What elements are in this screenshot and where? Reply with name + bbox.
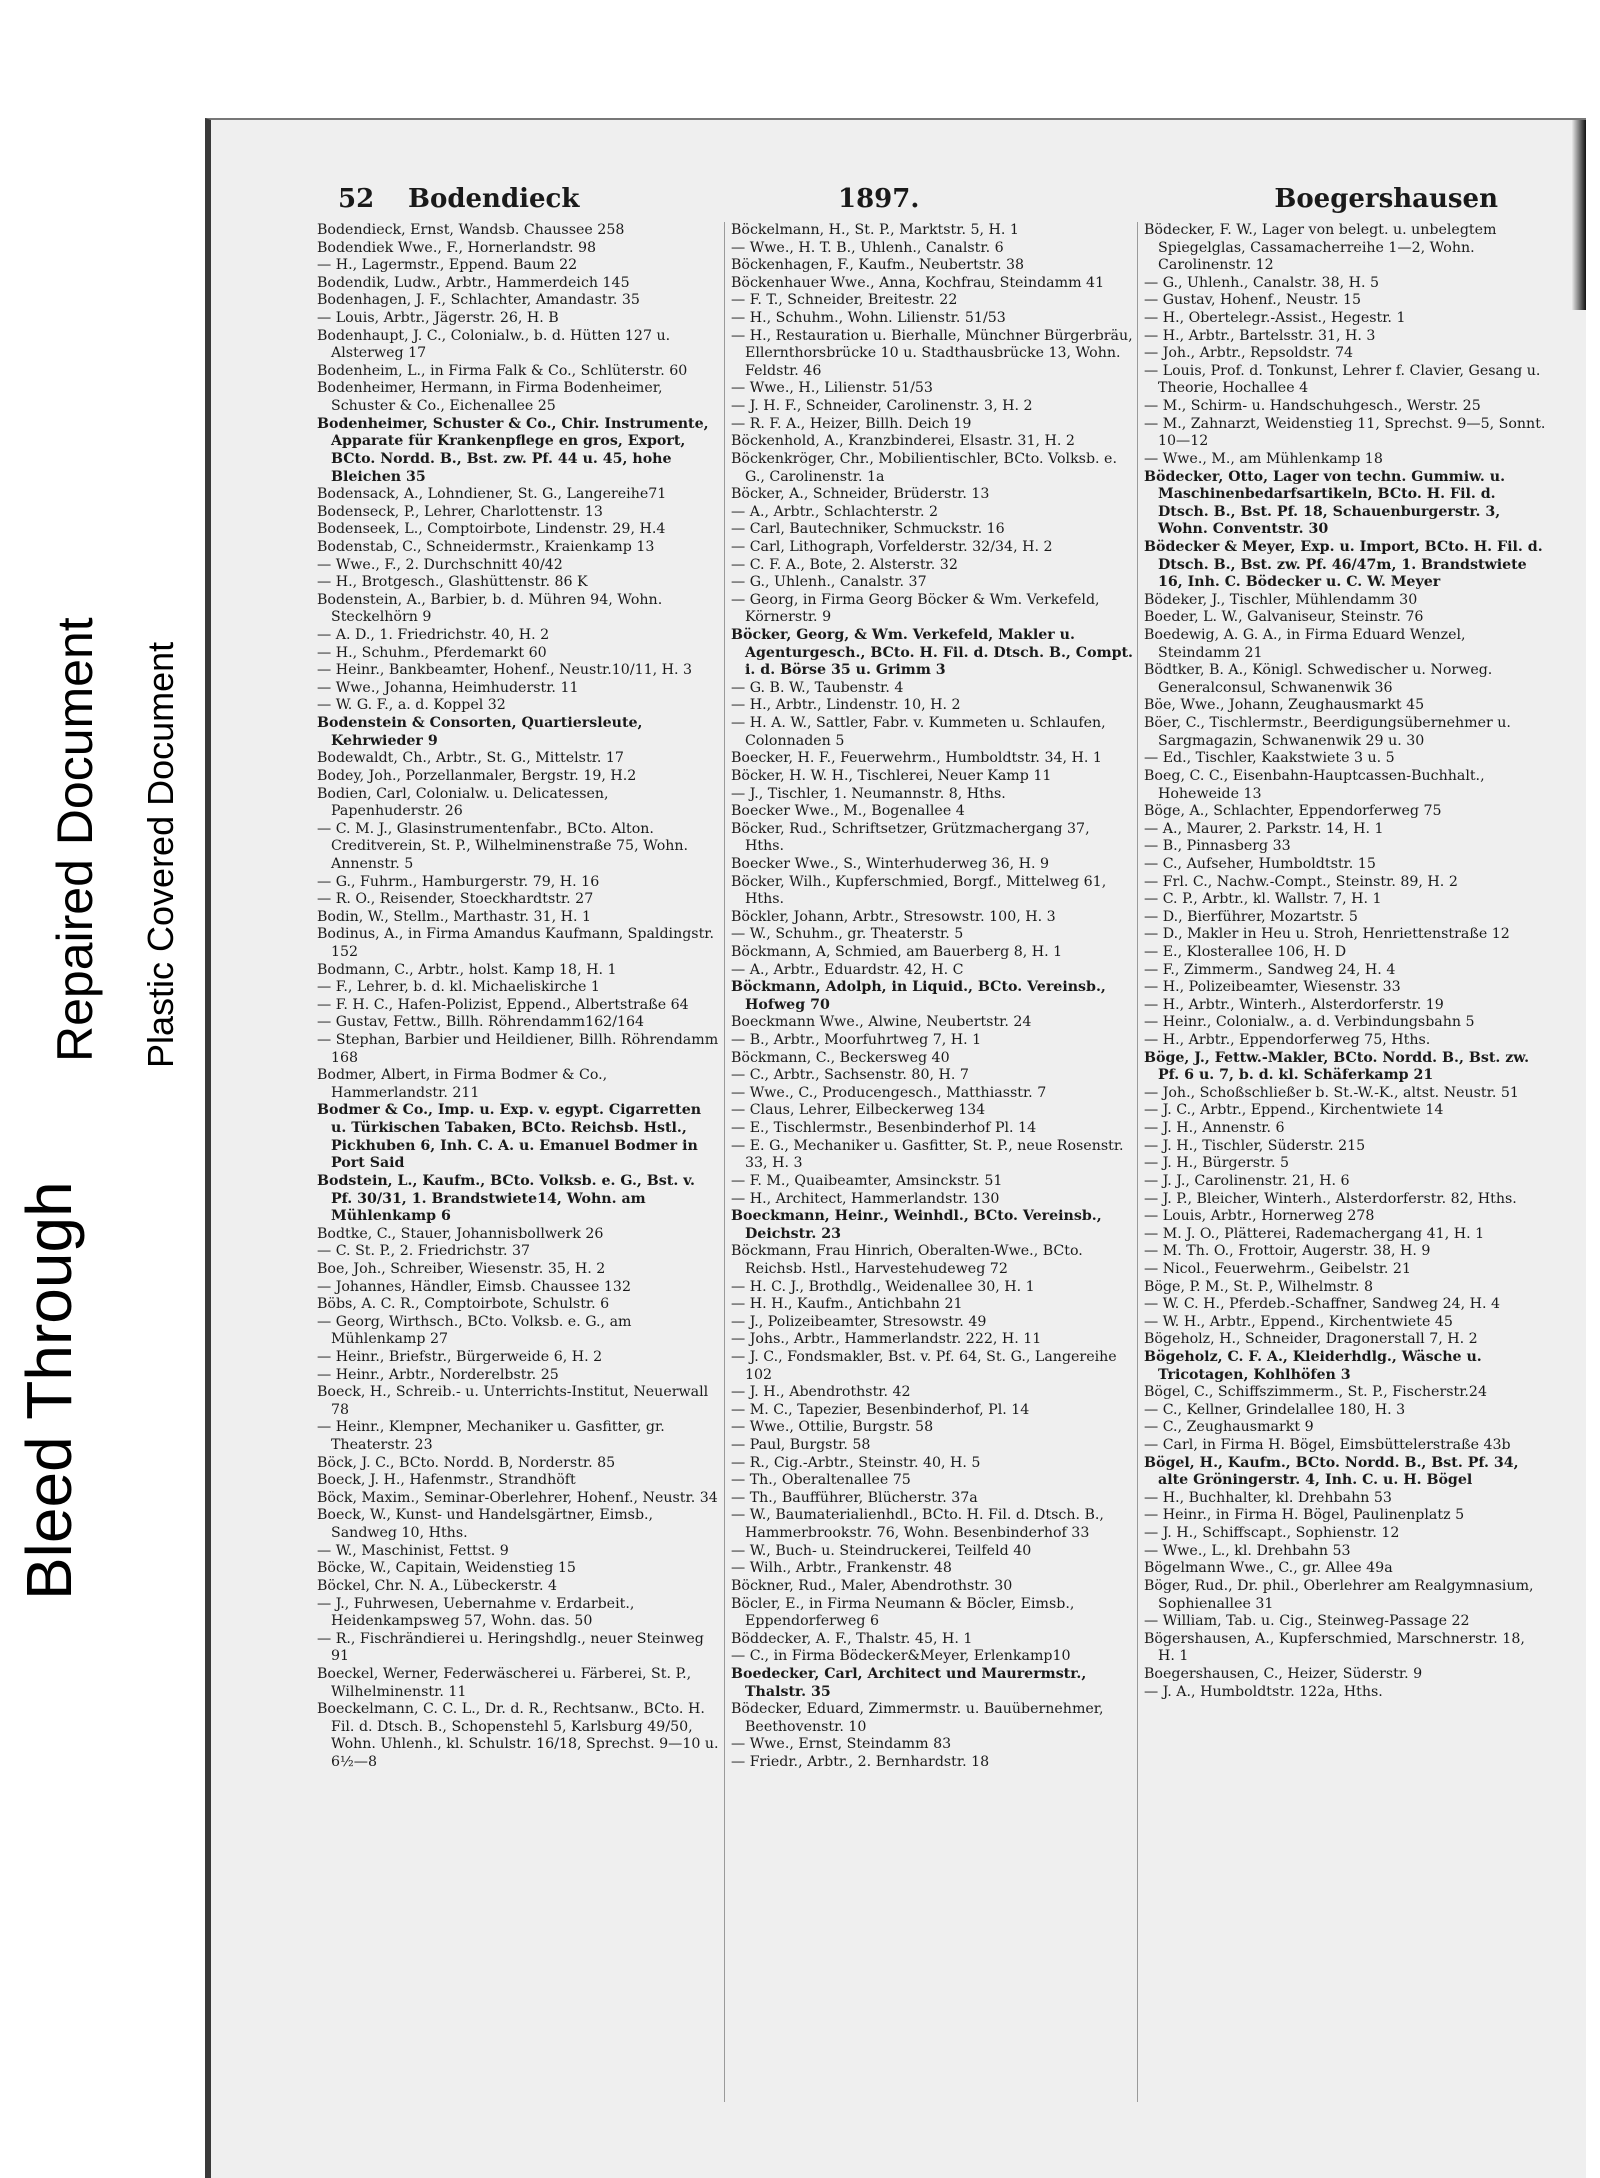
directory-entry: — Wwe., M., am Mühlenkamp 18 [1144,450,1383,467]
directory-entry: — Louis, Arbtr., Hornerweg 278 [1144,1208,1375,1225]
directory-entry: Bögel, C., Schiffszimmerm., St. P., Fischerstr.24 [1144,1384,1487,1401]
directory-entry: — H., Arbtr., Winterh., Alsterdorferstr. 19 [1144,996,1444,1013]
directory-entry: — C. P., Arbtr., kl. Wallstr. 7, H. 1 [1144,891,1382,908]
directory-entry: — R., Fischrändierei u. Heringshdlg., neuer Steinweg 91 [317,1630,704,1665]
directory-entry: Böcler, E., in Firma Neumann & Böcler, Eimsb., Eppendorferweg 6 [731,1595,1075,1630]
page-edge-shadow [1572,120,1586,310]
directory-entry: Bödecker & Meyer, Exp. u. Import, BCto. H. Fil. d. Dtsch. B., Bst. zw. Pf. 46/47m, 1. Brandstwiete 16, Inh. C. Bödecker u. C. W. Meyer [1144,538,1543,591]
directory-entry: Bodenheim, L., in Firma Falk & Co., Schlüterstr. 60 [317,362,688,379]
directory-entry: Bodmer & Co., Imp. u. Exp. v. egypt. Cigarretten u. Türkischen Tabaken, BCto. Reichsb. Hstl., Pickhuben 6, Inh. C. A. u. Emanuel Bodmer in Port Said [317,1102,702,1172]
directory-entry: Böck, J. C., BCto. Nordd. B, Norderstr. 85 [317,1454,616,1471]
header-last-keyword: Boegershausen [1274,184,1498,214]
directory-entry: — Heinr., Klempner, Mechaniker u. Gasfitter, gr. Theaterstr. 23 [317,1419,665,1454]
directory-entry: Bodenhagen, J. F., Schlachter, Amandastr. 35 [317,292,640,309]
directory-entry: — William, Tab. u. Cig., Steinweg-Passage 22 [1144,1613,1470,1630]
directory-entry: — Wwe., H., Lilienstr. 51/53 [731,380,933,397]
directory-entry: Bodenstein, A., Barbier, b. d. Mühren 94, Wohn. Steckelhörn 9 [317,591,663,626]
directory-entry: — R. O., Reisender, Stoeckhardtstr. 27 [317,891,594,908]
directory-entry: — M., Zahnarzt, Weidenstieg 11, Sprechst. 9—5, Sonnt. 10—12 [1144,415,1546,450]
directory-entry: Boecker Wwe., S., Winterhuderweg 36, H. 9 [731,855,1050,872]
directory-entry: Bögershausen, A., Kupferschmied, Marschnerstr. 18, H. 1 [1144,1630,1525,1665]
directory-entry: — H. C. J., Brothdlg., Weidenallee 30, H. 1 [731,1278,1035,1295]
directory-entry: — C., Kellner, Grindelallee 180, H. 3 [1144,1401,1406,1418]
directory-entry: Bödecker, Otto, Lager von techn. Gummiw. u. Maschinenbedarfsartikeln, BCto. H. Fil. d. Dtsch. B., Bst. Pf. 18, Schauenburgerstr. 3, Wohn. Conventstr. 30 [1144,468,1506,538]
directory-entry: — H. A. W., Sattler, Fabr. v. Kummeten u. Schlaufen, Colonnaden 5 [731,715,1106,749]
directory-entry: — Heinr., Colonialw., a. d. Verbindungsbahn 5 [1144,1014,1475,1031]
directory-entry: — E. G., Mechaniker u. Gasfitter, St. P., neue Rosenstr. 33, H. 3 [731,1137,1124,1172]
directory-entry: — Carl, in Firma H. Bögel, Eimsbüttelerstraße 43b [1144,1437,1511,1454]
directory-entry: — Louis, Prof. d. Tonkunst, Lehrer f. Clavier, Gesang u. Theorie, Hochallee 4 [1144,362,1541,397]
directory-entry: Bodmann, C., Arbtr., holst. Kamp 18, H. 1 [317,961,617,978]
directory-entry: — J., Polizeibeamter, Stresowstr. 49 [731,1313,987,1330]
directory-entry: Böer, C., Tischlermstr., Beerdigungsübernehmer u. Sargmagazin, Schwanenwik 29 u. 30 [1144,715,1511,749]
directory-entry: Böcker, H. W. H., Tischlerei, Neuer Kamp 11 [731,767,1052,784]
directory-entry: — M. C., Tapezier, Besenbinderhof, Pl. 14 [731,1401,1030,1418]
directory-entry: — F. H. C., Hafen-Polizist, Eppend., Albertstraße 64 [317,996,689,1013]
directory-entry: — W. H., Arbtr., Eppend., Kirchentwiete 45 [1144,1313,1453,1330]
directory-entry: — C., Arbtr., Sachsenstr. 80, H. 7 [731,1067,969,1084]
directory-entry: Böckenhold, A., Kranzbinderei, Elsastr. 31, H. 2 [731,433,1075,450]
directory-entry: — Th., Baufführer, Blücherstr. 37a [731,1489,978,1506]
directory-entry: Bodewaldt, Ch., Arbtr., St. G., Mittelstr. 17 [317,750,624,767]
directory-entry: — H. H., Kaufm., Antichbahn 21 [731,1296,963,1313]
directory-entry: — J. H., Bürgerstr. 5 [1144,1155,1290,1172]
directory-column-3 [1137,222,1550,2102]
directory-entry: — J. P., Bleicher, Winterh., Alsterdorferstr. 82, Hths. [1144,1190,1517,1207]
directory-entry: — H., Arbtr., Eppendorferweg 75, Hths. [1144,1032,1431,1049]
directory-entry: Böckmann, Adolph, in Liquid., BCto. Vereinsb., Hofweg 70 [731,979,1106,1013]
header-year: 1897. [838,184,920,214]
directory-entry: Böckenhagen, F., Kaufm., Neubertstr. 38 [731,257,1025,274]
directory-page-scan [205,118,1586,2178]
directory-entry: — H., Lagermstr., Eppend. Baum 22 [317,257,578,274]
directory-entry: — C., Zeughausmarkt 9 [1144,1419,1314,1436]
directory-entry: — J. J., Carolinenstr. 21, H. 6 [1144,1172,1350,1189]
directory-entry: — H., Schuhm., Wohn. Lilienstr. 51/53 [731,310,1006,327]
directory-entry: Böckenhauer Wwe., Anna, Kochfrau, Steindamm 41 [731,274,1105,291]
directory-entry: — Heinr., Arbtr., Norderelbstr. 25 [317,1366,559,1383]
directory-entry: Böckmann, A, Schmied, am Bauerberg 8, H. 1 [731,943,1063,960]
directory-entry: — C. M. J., Glasinstrumentenfabr., BCto. Alton. Creditverein, St. P., Wilhelminenstraße 75, Wohn. Annenstr. 5 [317,820,689,872]
directory-entry: — E., Tischlermstr., Besenbinderhof Pl. 14 [731,1120,1037,1137]
directory-entry: — G., Uhlenh., Canalstr. 37 [731,574,927,591]
directory-entry: Bodin, W., Stellm., Marthastr. 31, H. 1 [317,908,592,925]
directory-entry: — J. H. F., Schneider, Carolinenstr. 3, H. 2 [731,398,1033,415]
directory-entry: — J. C., Arbtr., Eppend., Kirchentwiete 14 [1144,1102,1444,1119]
directory-entry: Boecker, H. F., Feuerwehrm., Humboldtstr. 34, H. 1 [731,750,1102,767]
directory-entry: Boedecker, Carl, Architect und Maurermstr., Thalstr. 35 [731,1665,1087,1700]
directory-entry: — Nicol., Feuerwehrm., Geibelstr. 21 [1144,1260,1411,1277]
directory-entry: — Wwe., H. T. B., Uhlenh., Canalstr. 6 [731,239,1004,256]
directory-entry: — D., Makler in Heu u. Stroh, Henriettenstraße 12 [1144,926,1510,943]
directory-entry: Böcker, Rud., Schriftsetzer, Grützmachergang 37, Hths. [731,820,1090,855]
directory-entry: Bodenheimer, Schuster & Co., Chir. Instrumente, Apparate für Krankenpflege en gros, Export, BCto. Nordd. B., Bst. zw. Pf. 44 u. 45, hohe Bleichen 35 [317,415,709,485]
directory-entry: — A., Maurer, 2. Parkstr. 14, H. 1 [1144,820,1384,837]
directory-entry: Bödeker, J., Tischler, Mühlendamm 30 [1144,591,1418,608]
directory-entry: Böddecker, A. F., Thalstr. 45, H. 1 [731,1630,973,1647]
directory-entry: — Wwe., C., Producengesch., Matthiasstr. 7 [731,1084,1047,1101]
directory-entry: — Th., Oberaltenallee 75 [731,1472,911,1489]
directory-entry: — H., Polizeibeamter, Wiesenstr. 33 [1144,979,1401,996]
directory-entry: Boeckmann, Heinr., Weinhdl., BCto. Vereinsb., Deichstr. 23 [731,1208,1102,1242]
bleed-through-label: Bleed Through [13,1181,85,1600]
directory-entry: — Friedr., Arbtr., 2. Bernhardstr. 18 [731,1754,990,1771]
header-first-keyword: Bodendieck [408,184,580,214]
directory-entry: Bögel, H., Kaufm., BCto. Nordd. B., Bst. Pf. 34, alte Gröningerstr. 4, Inh. C. u. H. Bögel [1144,1454,1519,1489]
directory-entry: — F. M., Quaibeamter, Amsinckstr. 51 [731,1172,1003,1189]
directory-entry: Böckmann, Frau Hinrich, Oberalten-Wwe., BCto. Reichsb. Hstl., Harvestehudeweg 72 [731,1243,1083,1277]
directory-entry: — M. J. O., Plätterei, Rademachergang 41, H. 1 [1144,1225,1485,1242]
directory-entry: Böck, Maxim., Seminar-Oberlehrer, Hohenf., Neustr. 34 [317,1489,718,1506]
directory-entry: — C., in Firma Bödecker&Meyer, Erlenkamp10 [731,1648,1071,1665]
directory-entry: Bodenseek, L., Comptoirbote, Lindenstr. 29, H.4 [317,521,666,538]
directory-entry: Bodenseck, P., Lehrer, Charlottenstr. 13 [317,503,603,520]
directory-entry: — C. St. P., 2. Friedrichstr. 37 [317,1243,531,1260]
directory-entry: — E., Klosterallee 106, H. D [1144,943,1347,960]
directory-entry: — A. D., 1. Friedrichstr. 40, H. 2 [317,627,550,644]
directory-entry: — B., Pinnasberg 33 [1144,838,1291,855]
directory-entry: Bögelmann Wwe., C., gr. Allee 49a [1144,1560,1393,1577]
directory-entry: Böckelmann, H., St. P., Marktstr. 5, H. 1 [731,222,1019,238]
directory-entry: — Heinr., in Firma H. Bögel, Paulinenplatz 5 [1144,1507,1465,1524]
directory-entry: Böge, P. M., St. P., Wilhelmstr. 8 [1144,1278,1374,1295]
directory-entry: — H., Obertelegr.-Assist., Hegestr. 1 [1144,310,1406,327]
directory-entry: — H., Schuhm., Pferdemarkt 60 [317,644,547,661]
directory-entry: Bodien, Carl, Colonialw. u. Delicatessen, Papenhuderstr. 26 [317,785,609,820]
directory-entry: Boeckelmann, C. C. L., Dr. d. R., Rechtsanw., BCto. H. Fil. d. Dtsch. B., Schopenstehl 5, Karlsburg 49/50, Wohn. Uhlenh., kl. Schulstr. 16/18, Sprechst. 9—10 u. 6½—8 [317,1701,719,1771]
directory-entry: Boeckmann Wwe., Alwine, Neubertstr. 24 [731,1014,1032,1031]
directory-entry: — Louis, Arbtr., Jägerstr. 26, H. B [317,310,559,327]
directory-entry: — Johs., Arbtr., Hammerlandstr. 222, H. 11 [731,1331,1042,1348]
directory-entry: — R. F. A., Heizer, Billh. Deich 19 [731,415,972,432]
directory-entry: Boeck, W., Kunst- und Handelsgärtner, Eimsb., Sandweg 10, Hths. [317,1507,654,1542]
directory-entry: — H., Buchhalter, kl. Drehbahn 53 [1144,1489,1392,1506]
directory-entry: — J. H., Schiffscapt., Sophienstr. 12 [1144,1525,1400,1542]
directory-entry: — Joh., Schoßschließer b. St.-W.-K., altst. Neustr. 51 [1144,1084,1519,1101]
directory-entry: Boeckel, Werner, Federwäscherei u. Färberei, St. P., Wilhelminenstr. 11 [317,1665,692,1700]
directory-entry: — M., Schirm- u. Handschuhgesch., Werstr. 25 [1144,398,1481,415]
directory-entry: — Georg, Wirthsch., BCto. Volksb. e. G., am Mühlenkamp 27 [317,1313,632,1348]
directory-entry: Böcke, W., Capitain, Weidenstieg 15 [317,1560,576,1577]
directory-entry: — C. F. A., Bote, 2. Alsterstr. 32 [731,556,958,573]
directory-entry: Boegershausen, C., Heizer, Süderstr. 9 [1144,1665,1423,1682]
directory-entry: — W. G. F., a. d. Koppel 32 [317,697,506,714]
directory-entry: — H., Arbtr., Lindenstr. 10, H. 2 [731,697,961,714]
directory-entry: Böge, J., Fettw.-Makler, BCto. Nordd. B., Bst. zw. Pf. 6 u. 7, b. d. kl. Schäferkamp 21 [1144,1049,1530,1084]
directory-entry: — J., Tischler, 1. Neumannstr. 8, Hths. [731,785,1006,802]
directory-entry: Bodensack, A., Lohndiener, St. G., Langereihe71 [317,486,667,503]
directory-entry: — B., Arbtr., Moorfuhrtweg 7, H. 1 [731,1032,982,1049]
directory-entry: — A., Arbtr., Eduardstr. 42, H. C [731,961,964,978]
directory-entry: — F., Zimmerm., Sandweg 24, H. 4 [1144,961,1396,978]
directory-entry: — J., Fuhrwesen, Uebernahme v. Erdarbeit., Heidenkampsweg 57, Wohn. das. 50 [317,1595,635,1630]
directory-entry: Boeck, J. H., Hafenmstr., Strandhöft [317,1472,576,1489]
directory-entry: — Frl. C., Nachw.-Compt., Steinstr. 89, H. 2 [1144,873,1458,890]
directory-entry: Bodenstab, C., Schneidermstr., Kraienkamp 13 [317,538,655,555]
directory-entry: — R., Cig.-Arbtr., Steinstr. 40, H. 5 [731,1454,981,1471]
directory-entry: — Heinr., Bankbeamter, Hohenf., Neustr.10/11, H. 3 [317,662,693,679]
repaired-document-label: Repaired Document [47,617,103,1062]
directory-entry: — Claus, Lehrer, Eilbeckerweg 134 [731,1102,986,1119]
directory-entry: Bodendieck, Ernst, Wandsb. Chaussee 258 [317,222,625,238]
directory-entry: — M. Th. O., Frottoir, Augerstr. 38, H. 9 [1144,1243,1431,1260]
directory-entry: — Wwe., Ernst, Steindamm 83 [731,1736,952,1753]
directory-entry: — J. H., Annenstr. 6 [1144,1120,1285,1137]
directory-entry: Bodinus, A., in Firma Amandus Kaufmann, Spaldingstr. 152 [317,926,715,960]
document-condition-labels [0,0,210,2177]
directory-entry: Bödecker, F. W., Lager von belegt. u. unbelegtem Spiegelglas, Cassamacherreihe 1—2, Wohn. Carolinenstr. 12 [1144,222,1497,274]
plastic-covered-label: Plastic Covered Document [140,641,181,1068]
directory-entry: — G., Fuhrm., Hamburgerstr. 79, H. 16 [317,873,600,890]
directory-entry: Böcker, Wilh., Kupferschmied, Borgf., Mittelweg 61, Hths. [731,873,1107,908]
directory-entry: — Carl, Lithograph, Vorfelderstr. 32/34, H. 2 [731,538,1053,555]
directory-entry: Bödtker, B. A., Königl. Schwedischer u. Norweg. Generalconsul, Schwanenwik 36 [1144,662,1493,696]
directory-entry: Bodenheimer, Hermann, in Firma Bodenheimer, Schuster & Co., Eichenallee 25 [317,380,663,415]
directory-entry: Boedewig, A. G. A., in Firma Eduard Wenzel, Steindamm 21 [1144,627,1466,661]
directory-entry: Böcker, A., Schneider, Brüderstr. 13 [731,486,990,503]
directory-entry: Böckner, Rud., Maler, Abendrothstr. 30 [731,1577,1013,1594]
directory-entry: — G., Uhlenh., Canalstr. 38, H. 5 [1144,274,1380,291]
directory-entry: — Ed., Tischler, Kaakstwiete 3 u. 5 [1144,750,1395,767]
directory-entry: — J. C., Fondsmakler, Bst. v. Pf. 64, St. G., Langereihe 102 [731,1349,1117,1383]
directory-entry: Bodmer, Albert, in Firma Bodmer & Co., Hammerlandstr. 211 [317,1067,608,1101]
directory-entry: Boecker Wwe., M., Bogenallee 4 [731,803,965,820]
directory-entry: — W., Maschinist, Fettst. 9 [317,1542,509,1559]
directory-entry: — Georg, in Firma Georg Böcker & Wm. Verkefeld, Körnerstr. 9 [731,591,1100,626]
directory-entry: Bodendiek Wwe., F., Hornerlandstr. 98 [317,239,597,256]
directory-entry: Bodtke, C., Stauer, Johannisbollwerk 26 [317,1225,604,1242]
directory-entry: — Wwe., Ottilie, Burgstr. 58 [731,1419,934,1436]
directory-entry: — Gustav, Hohenf., Neustr. 15 [1144,292,1362,309]
directory-entry: — Paul, Burgstr. 58 [731,1437,871,1454]
directory-entry: Bodendik, Ludw., Arbtr., Hammerdeich 145 [317,274,630,291]
directory-entry: — H., Restauration u. Bierhalle, Münchner Bürgerbräu, Ellernthorsbrücke 10 u. Stadthausbrücke 13, Wohn. Feldstr. 46 [731,327,1133,379]
directory-entry: — Wwe., F., 2. Durchschnitt 40/42 [317,556,563,573]
directory-entry: — W., Buch- u. Steindruckerei, Teilfeld 40 [731,1542,1032,1559]
directory-entry: — F., Lehrer, b. d. kl. Michaeliskirche 1 [317,979,600,996]
directory-entry: Boeck, H., Schreib.- u. Unterrichts-Institut, Neuerwall 78 [317,1384,709,1418]
page-header [338,184,1538,224]
directory-entry: — Wilh., Arbtr., Frankenstr. 48 [731,1560,952,1577]
directory-entry: — G. B. W., Taubenstr. 4 [731,679,904,696]
directory-entry: — J. A., Humboldtstr. 122a, Hths. [1144,1683,1383,1700]
directory-entry: Böger, Rud., Dr. phil., Oberlehrer am Realgymnasium, Sophienallee 31 [1144,1577,1534,1612]
directory-entry: Böbs, A. C. R., Comptoirbote, Schulstr. 6 [317,1296,610,1313]
directory-entry: Böckler, Johann, Arbtr., Stresowstr. 100, H. 3 [731,908,1056,925]
directory-entry: — Wwe., L., kl. Drehbahn 53 [1144,1542,1351,1559]
directory-entry: — Wwe., Johanna, Heimhuderstr. 11 [317,679,579,696]
directory-entry: — Joh., Arbtr., Repsoldstr. 74 [1144,345,1354,362]
directory-entry: Boeg, C. C., Eisenbahn-Hauptcassen-Buchhalt., Hoheweide 13 [1144,767,1485,802]
directory-entry: Bodenhaupt, J. C., Colonialw., b. d. Hütten 127 u. Alsterweg 17 [317,327,671,362]
directory-columns [311,222,1551,2102]
directory-entry: — J. H., Tischler, Süderstr. 215 [1144,1137,1366,1154]
directory-entry: — Carl, Bautechniker, Schmuckstr. 16 [731,521,1005,538]
directory-entry: Böe, Wwe., Johann, Zeughausmarkt 45 [1144,697,1425,714]
directory-entry: — F. T., Schneider, Breitestr. 22 [731,292,958,309]
directory-entry: — W., Schuhm., gr. Theaterstr. 5 [731,926,964,943]
directory-entry: Bodstein, L., Kaufm., BCto. Volksb. e. G., Bst. v. Pf. 30/31, 1. Brandstwiete14, Wohn. am Mühlenkamp 6 [317,1172,695,1225]
directory-column-2 [724,222,1137,2102]
directory-entry: — W., Baumaterialienhdl., BCto. H. Fil. d. Dtsch. B., Hammerbrookstr. 76, Wohn. Besenbinderhof 33 [731,1507,1104,1542]
directory-entry: — Johannes, Händler, Eimsb. Chaussee 132 [317,1278,631,1295]
directory-entry: — A., Arbtr., Schlachterstr. 2 [731,503,939,520]
directory-entry: — W. C. H., Pferdeb.-Schaffner, Sandweg 24, H. 4 [1144,1296,1501,1313]
directory-entry: Böcker, Georg, & Wm. Verkefeld, Makler u. Agenturgesch., BCto. H. Fil. d. Dtsch. B., Compt. i. d. Börse 35 u. Grimm 3 [731,627,1133,679]
directory-column-1 [311,222,724,2102]
directory-entry: — H., Architect, Hammerlandstr. 130 [731,1190,1000,1207]
directory-entry: — C., Aufseher, Humboldtstr. 15 [1144,855,1376,872]
directory-entry: — J. H., Abendrothstr. 42 [731,1384,911,1401]
directory-entry: — D., Bierführer, Mozartstr. 5 [1144,908,1358,925]
directory-entry: Böckenkröger, Chr., Mobilientischler, BCto. Volksb. e. G., Carolinenstr. 1a [731,450,1117,485]
directory-entry: Bodenstein & Consorten, Quartiersleute, Kehrwieder 9 [317,715,643,749]
directory-entry: Boe, Joh., Schreiber, Wiesenstr. 35, H. 2 [317,1260,606,1277]
directory-entry: — Stephan, Barbier und Heildiener, Billh. Röhrendamm 168 [317,1032,719,1066]
directory-entry: Bödecker, Eduard, Zimmermstr. u. Bauübernehmer, Beethovenstr. 10 [731,1701,1104,1735]
directory-entry: Böckel, Chr. N. A., Lübeckerstr. 4 [317,1577,558,1594]
directory-entry: Böckmann, C., Beckersweg 40 [731,1049,950,1066]
directory-entry: Boeder, L. W., Galvaniseur, Steinstr. 76 [1144,609,1424,626]
directory-entry: — H., Arbtr., Bartelsstr. 31, H. 3 [1144,327,1376,344]
directory-entry: Bögeholz, C. F. A., Kleiderhdlg., Wäsche u. Tricotagen, Kohlhöfen 3 [1144,1349,1482,1383]
directory-entry: Bögeholz, H., Schneider, Dragonerstall 7, H. 2 [1144,1331,1478,1348]
page-number: 52 [338,184,375,214]
directory-entry: Bodey, Joh., Porzellanmaler, Bergstr. 19, H.2 [317,767,637,784]
directory-entry: — Heinr., Briefstr., Bürgerweide 6, H. 2 [317,1349,603,1365]
directory-entry: — H., Brotgesch., Glashüttenstr. 86 K [317,574,588,591]
directory-entry: Böge, A., Schlachter, Eppendorferweg 75 [1144,803,1442,820]
directory-entry: — Gustav, Fettw., Billh. Röhrendamm162/164 [317,1014,645,1031]
